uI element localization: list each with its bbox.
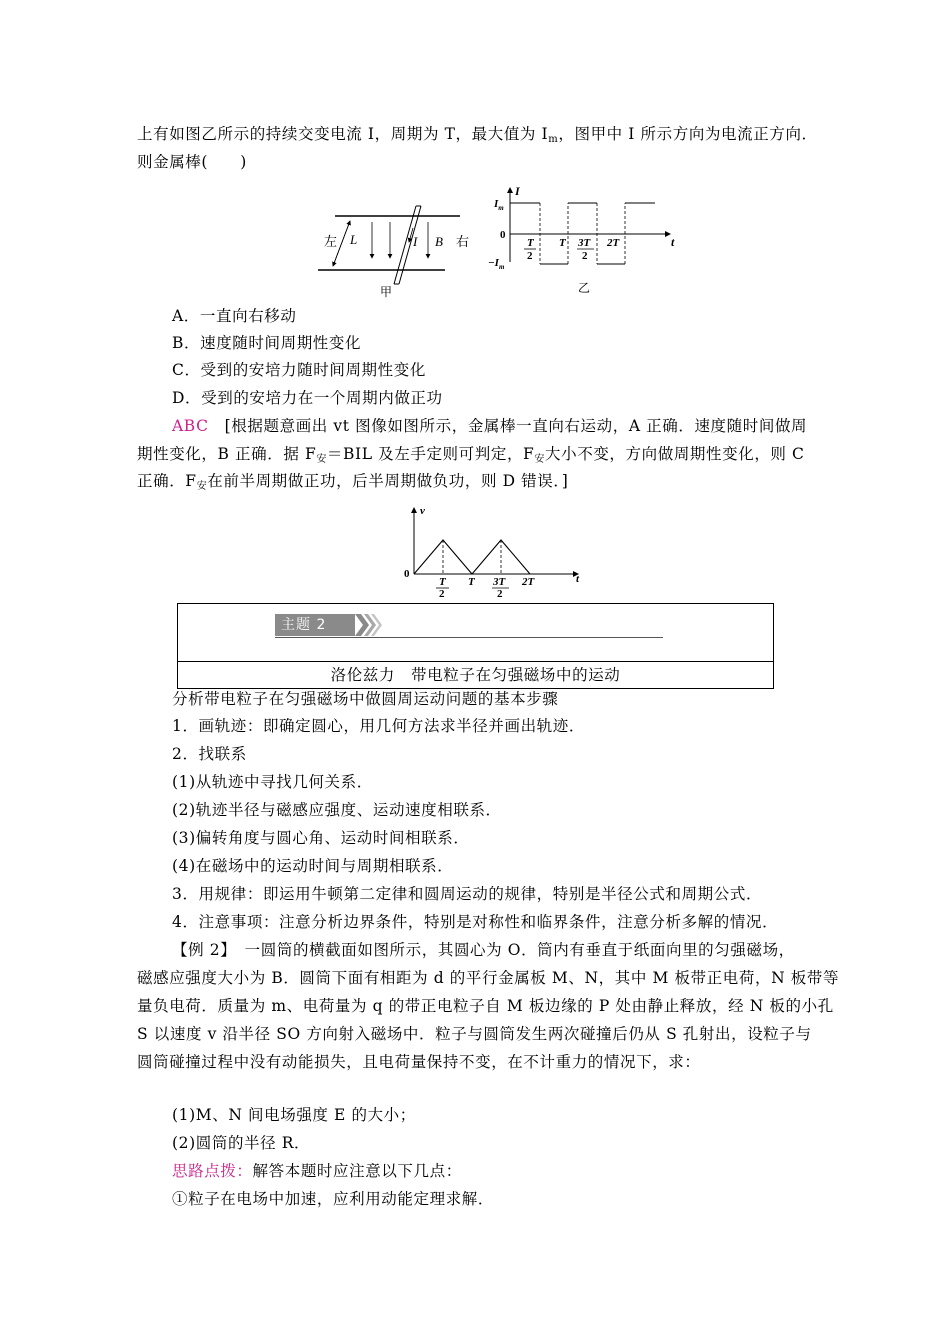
fig-jia-L-label: L (350, 232, 358, 247)
figure-yi (490, 182, 680, 298)
svg-text:2: 2 (439, 588, 445, 600)
svg-text:2: 2 (527, 250, 533, 262)
intro-line-2: 则金属棒( ) (137, 153, 247, 171)
steps-heading: 分析带电粒子在匀强磁场中做圆周运动问题的基本步骤 (172, 690, 559, 708)
example-line-5: 圆筒碰撞过程中没有动能损失，且电荷量保持不变，在不计重力的情况下，求： (137, 1053, 701, 1071)
svg-text:T: T (527, 237, 534, 249)
option-a: A．一直向右移动 (172, 307, 297, 325)
topic-banner-stripes (355, 614, 383, 636)
example-line-3: 量负电荷．质量为 m、电荷量为 q 的带正电粒子自 M 板边缘的 P 处由静止释放，经 N 板的小孔 (137, 997, 834, 1015)
fig-jia-right-label: 右 (456, 234, 470, 249)
step-2c: (3)偏转角度与圆心角、运动时间相联系． (172, 829, 470, 847)
topic-box (177, 603, 774, 689)
svg-text:T: T (439, 576, 446, 588)
svg-text:t: t (671, 235, 675, 249)
example-line-1: 【例 2】 一圆筒的横截面如图所示，其圆心为 O．筒内有垂直于纸面向里的匀强磁场， (172, 941, 795, 959)
svg-text:2: 2 (497, 588, 503, 600)
answer-line-3: 正确．$F_安$在前半周期做正功，后半周期做负功，则 D 错误．] (137, 472, 569, 492)
option-b: B．速度随时间周期性变化 (172, 334, 362, 352)
svg-text:3T: 3T (493, 576, 506, 588)
fig-yi-caption: 乙 (578, 281, 591, 295)
svg-text:t: t (576, 573, 580, 585)
hint-label: 思路点拨： (172, 1162, 253, 1180)
example-line-2: 磁感应强度大小为 B．圆筒下面有相距为 d 的平行金属板 M、N，其中 M 板带正电荷，N 板带等 (137, 969, 840, 987)
answer-line-1: ABC [根据题意画出 vt 图像如图所示，金属棒一直向右运动，A 正确．速度随时间做周 (172, 417, 808, 435)
question-2: (2)圆筒的半径 R． (172, 1134, 311, 1152)
step-2a: (1)从轨迹中寻找几何关系． (172, 773, 373, 791)
svg-text:I: I (515, 184, 520, 198)
intro-line-1: 上有如图乙所示的持续交变电流 I，周期为 T，最大值为 $I_m$，图甲中 I 所示方向为电流正方向． (137, 125, 818, 145)
svg-text:2: 2 (582, 250, 588, 262)
svg-text:2T: 2T (607, 237, 620, 249)
svg-text:0: 0 (404, 568, 410, 580)
example-line-4: S 以速度 v 沿半径 SO 方向射入磁场中．粒子与圆筒发生两次碰撞后仍从 S 孔射出，设粒子与 (137, 1025, 812, 1043)
figure-jia (310, 198, 490, 298)
vt-graph (398, 502, 588, 598)
svg-text:0: 0 (500, 229, 506, 241)
topic-banner: 主题 2 (275, 614, 355, 636)
question-1: (1)M、N 间电场强度 E 的大小； (172, 1106, 416, 1124)
svg-text:v: v (420, 505, 425, 517)
svg-text:3T: 3T (578, 237, 591, 249)
hint-item-1: ①粒子在电场中加速，应利用动能定理求解． (172, 1190, 495, 1208)
svg-text:Im: $I_m$ (494, 198, 504, 212)
step-4: 4．注意事项：注意分析边界条件，特别是对称性和临界条件，注意分析多解的情况． (172, 913, 779, 931)
fig-jia-B-label: B (435, 234, 443, 249)
fig-jia-I-label: I (413, 234, 418, 249)
step-2b: (2)轨迹半径与磁感应强度、运动速度相联系． (172, 801, 502, 819)
step-2: 2．找联系 (172, 745, 247, 763)
fig-jia-left-label: 左 (324, 234, 338, 249)
hint-line: 思路点拨：解答本题时应注意以下几点： (172, 1162, 462, 1180)
svg-text:T: T (559, 237, 566, 249)
step-3: 3．用规律：即运用牛顿第二定律和圆周运动的规律，特别是半径公式和周期公式． (172, 885, 763, 903)
svg-text:−Im: $-I_m$ (488, 257, 505, 271)
svg-text:2T: 2T (522, 576, 535, 588)
option-c: C．受到的安培力随时间周期性变化 (172, 361, 426, 379)
answer-line-2: 期性变化，B 正确．据 $F_安=BIL$ 及左手定则可判定，$F_安$大小不变，方向做周期性变化，则 C (137, 445, 805, 465)
answer-key: ABC (172, 417, 209, 435)
topic-title: 洛伦兹力 带电粒子在匀强磁场中的运动 (330, 666, 621, 684)
step-1: 1．画轨迹：即确定圆心，用几何方法求半径并画出轨迹． (172, 717, 585, 735)
svg-text:T: T (468, 576, 475, 588)
fig-jia-caption: 甲 (380, 285, 393, 299)
option-d: D．受到的安培力在一个周期内做正功 (172, 389, 443, 407)
topic-underline (275, 637, 663, 638)
step-2d: (4)在磁场中的运动时间与周期相联系． (172, 857, 454, 875)
